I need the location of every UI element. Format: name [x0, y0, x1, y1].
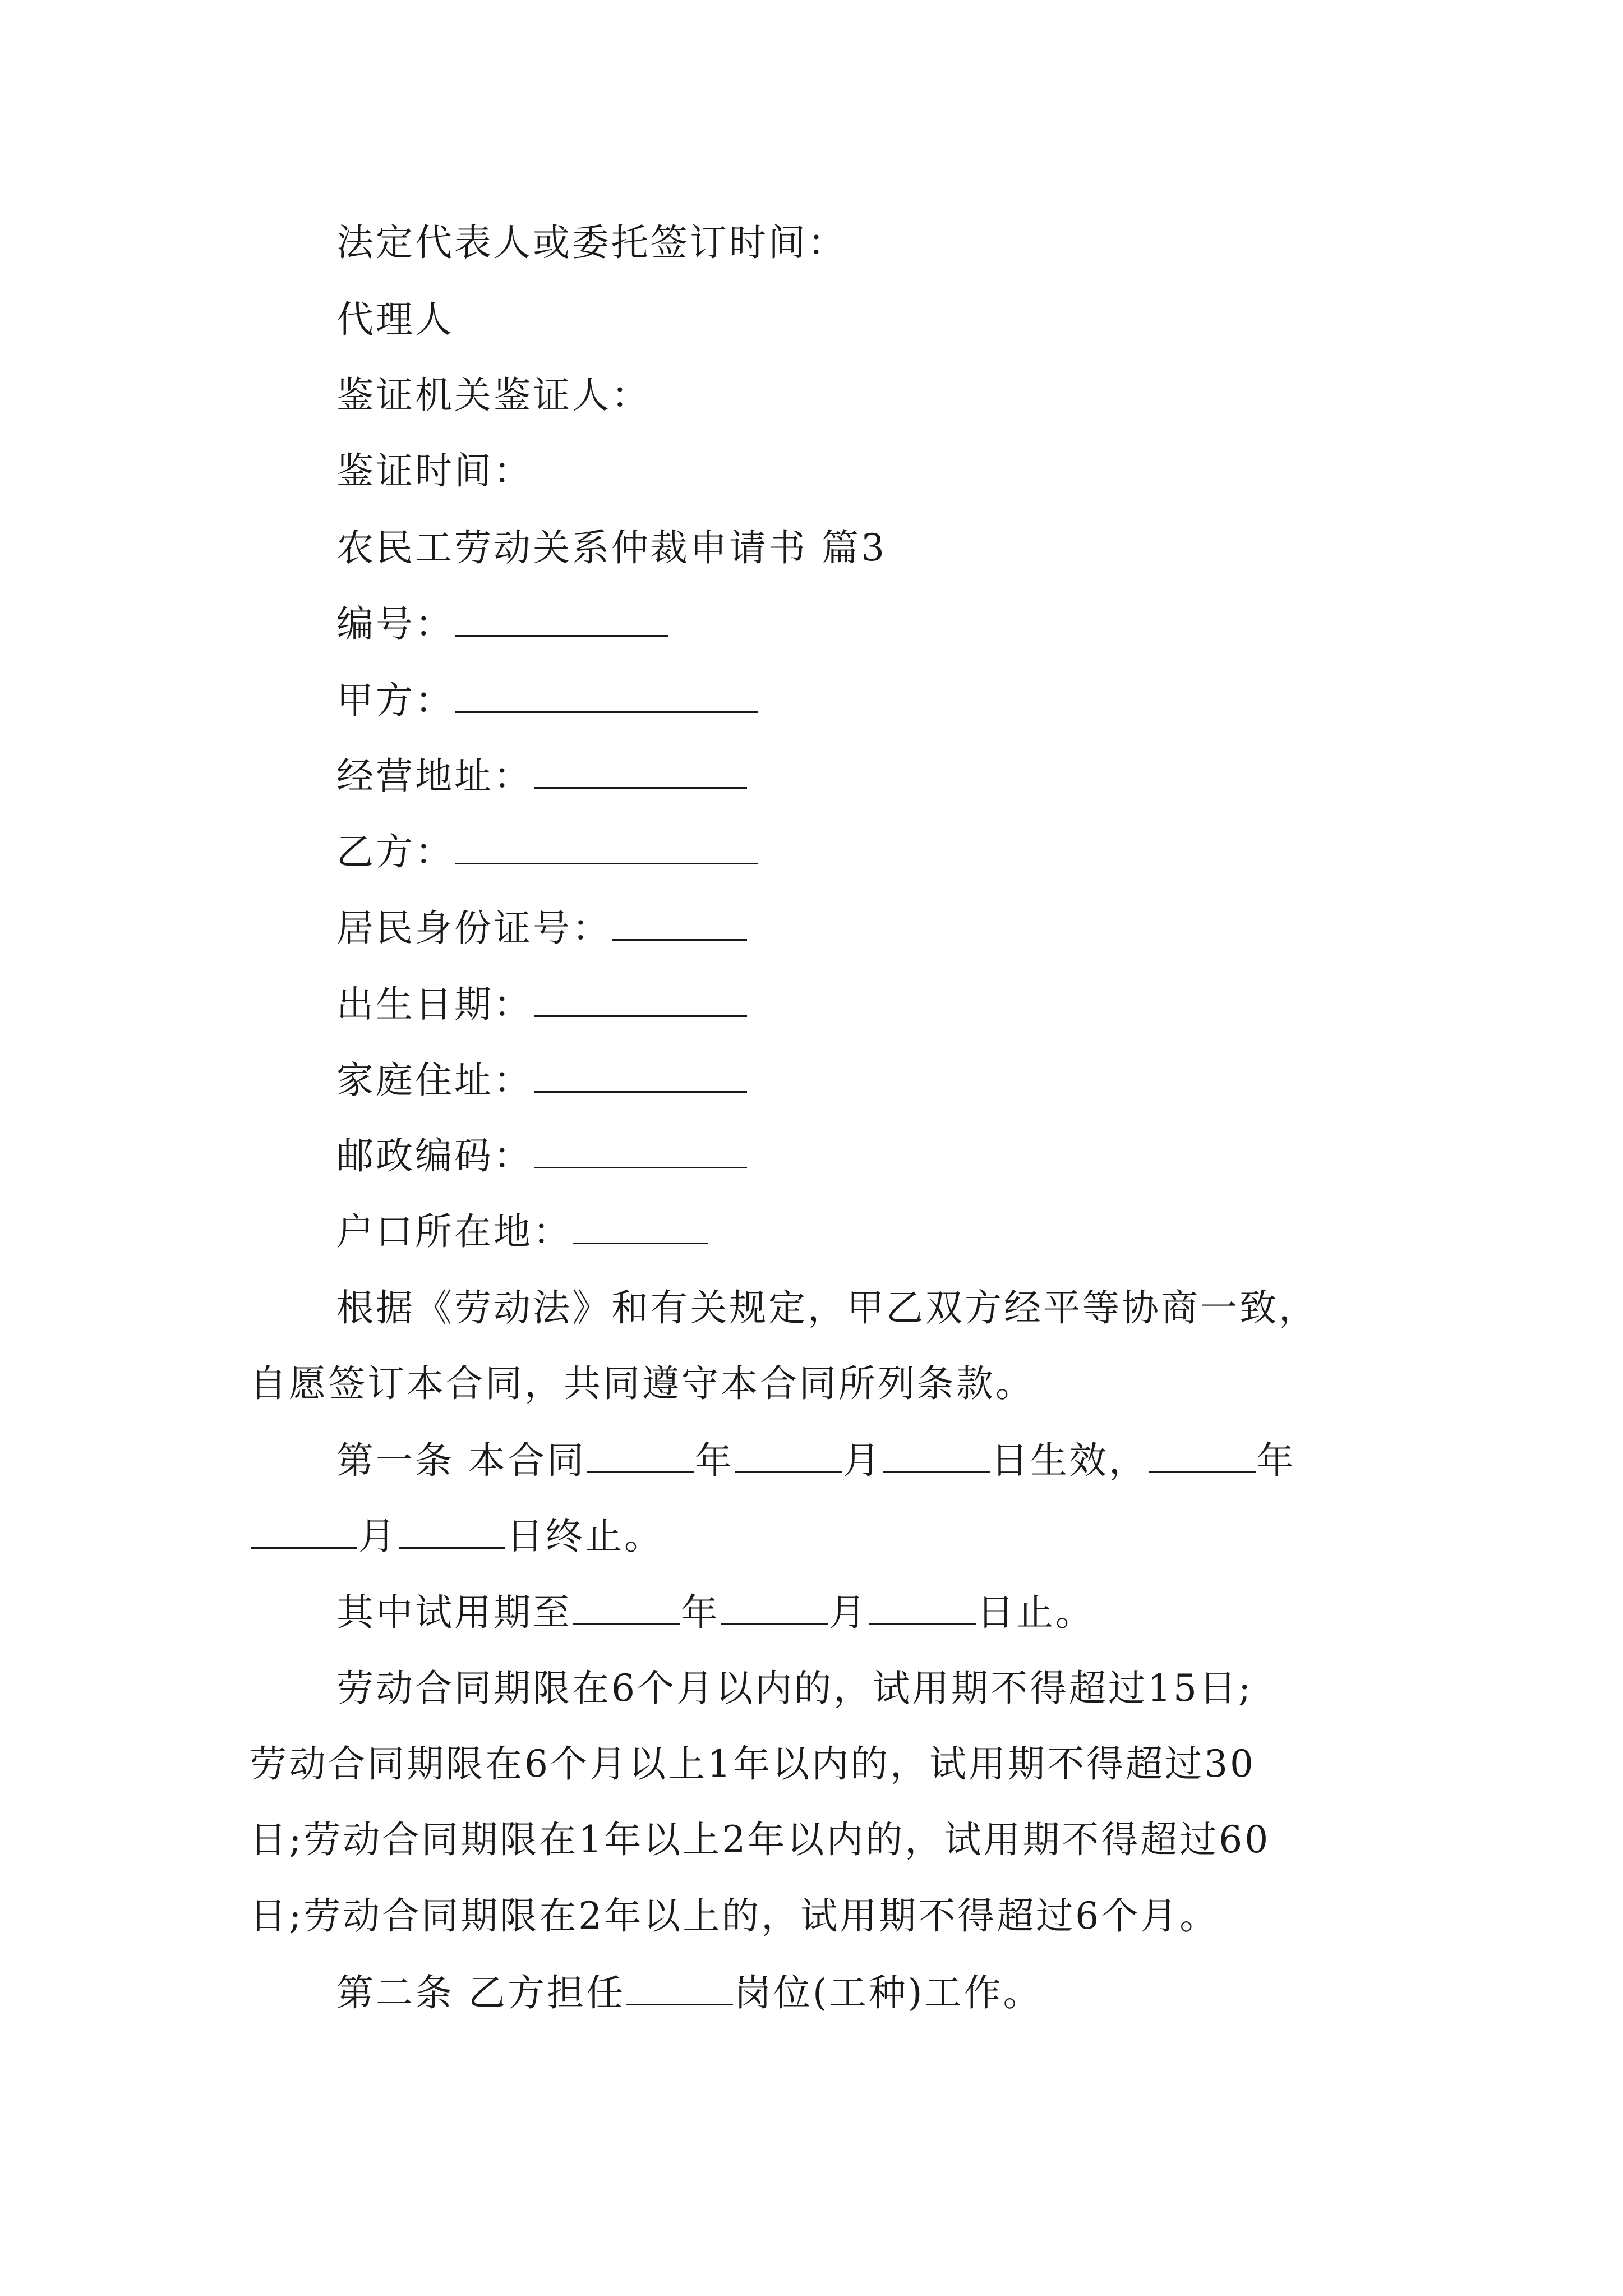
home-address-label: 家庭住址：	[336, 1059, 533, 1102]
end-day-unit: 日终止。	[506, 1515, 663, 1558]
end-month-blank	[251, 1513, 357, 1549]
preamble-text-1: 根据《劳动法》和有关规定，甲乙双方经平等协商一致，	[336, 1286, 1318, 1329]
business-address-label: 经营地址：	[336, 754, 533, 798]
home-address-blank	[534, 1057, 747, 1093]
postal-code-field	[336, 1133, 748, 1179]
position-blank	[626, 1970, 733, 2005]
party-b-field	[336, 829, 759, 875]
party-a-field	[336, 678, 759, 723]
preamble-line-1	[336, 1286, 1318, 1331]
probation-line	[336, 1590, 1095, 1635]
probation-month-blank	[721, 1590, 828, 1625]
number-field	[336, 601, 670, 647]
article-1-line-2	[250, 1513, 663, 1559]
household-location-field	[336, 1209, 709, 1254]
id-number-field	[336, 905, 748, 951]
business-address-field	[336, 753, 748, 799]
verifier-line	[336, 373, 651, 418]
agent-line	[336, 297, 454, 342]
probation-month-unit: 月	[829, 1591, 868, 1634]
signing-time-text: 法定代表人或委托签订时间：	[336, 221, 847, 264]
id-number-blank	[612, 905, 747, 941]
business-address-blank	[534, 753, 747, 789]
article-2-suffix: 岗位(工种)工作。	[734, 1971, 1043, 2014]
probation-prefix: 其中试用期至	[336, 1591, 572, 1634]
preamble-line-2	[250, 1361, 1035, 1406]
birth-date-blank	[534, 982, 747, 1017]
verification-time-text: 鉴证时间：	[336, 449, 533, 493]
probation-day-unit: 日止。	[977, 1591, 1095, 1634]
id-number-label: 居民身份证号：	[336, 907, 611, 950]
end-year-unit: 年	[1256, 1439, 1296, 1482]
probation-rule-line-2	[250, 1742, 1256, 1787]
household-location-blank	[573, 1209, 708, 1244]
probation-rule-line-4	[250, 1894, 1219, 1939]
signing-time-line	[336, 220, 847, 265]
postal-code-blank	[534, 1133, 747, 1168]
home-address-field	[336, 1057, 748, 1103]
start-day-unit: 日生效，	[990, 1439, 1148, 1482]
probation-rule-line-3	[250, 1818, 1270, 1862]
end-month-unit: 月	[358, 1515, 398, 1558]
birth-date-field	[336, 982, 748, 1027]
number-label: 编号：	[336, 602, 454, 646]
probation-rule-text-1: 劳动合同期限在6个月以内的，试用期不得超过15日;	[336, 1667, 1253, 1710]
article-2-prefix: 第二条 乙方担任	[336, 1971, 625, 2014]
end-day-blank	[399, 1513, 505, 1549]
verifier-text: 鉴证机关鉴证人：	[336, 374, 651, 417]
article-2-line	[336, 1970, 1042, 2016]
article-1-prefix: 第一条 本合同	[336, 1439, 586, 1482]
agent-text: 代理人	[336, 298, 454, 341]
section-heading-text: 农民工劳动关系仲裁申请书 篇3	[336, 526, 887, 569]
probation-rule-text-3: 日;劳动合同期限在1年以上2年以内的，试用期不得超过60	[250, 1818, 1271, 1861]
start-year-blank	[587, 1438, 694, 1473]
party-b-label: 乙方：	[336, 830, 454, 873]
start-year-unit: 年	[694, 1439, 734, 1482]
start-month-blank	[735, 1438, 842, 1473]
section-heading	[336, 526, 887, 570]
number-blank	[455, 601, 668, 637]
probation-rule-line-1	[336, 1666, 1253, 1711]
party-a-blank	[455, 678, 758, 713]
start-month-unit: 月	[842, 1439, 882, 1482]
end-year-blank	[1149, 1438, 1256, 1473]
postal-code-label: 邮政编码：	[336, 1134, 533, 1177]
verification-time-line	[336, 449, 533, 494]
preamble-text-2: 自愿签订本合同，共同遵守本合同所列条款。	[250, 1362, 1035, 1405]
probation-year-unit: 年	[681, 1591, 720, 1634]
probation-rule-text-2: 劳动合同期限在6个月以上1年以内的，试用期不得超过30	[250, 1742, 1256, 1786]
birth-date-label: 出生日期：	[336, 983, 533, 1026]
article-1-line-1	[336, 1438, 1296, 1483]
probation-day-blank	[869, 1590, 976, 1625]
start-day-blank	[883, 1438, 990, 1473]
party-b-blank	[455, 829, 758, 864]
probation-year-blank	[573, 1590, 680, 1625]
party-a-label: 甲方：	[336, 679, 454, 722]
probation-rule-text-4: 日;劳动合同期限在2年以上的，试用期不得超过6个月。	[250, 1894, 1219, 1938]
household-location-label: 户口所在地：	[336, 1210, 572, 1253]
